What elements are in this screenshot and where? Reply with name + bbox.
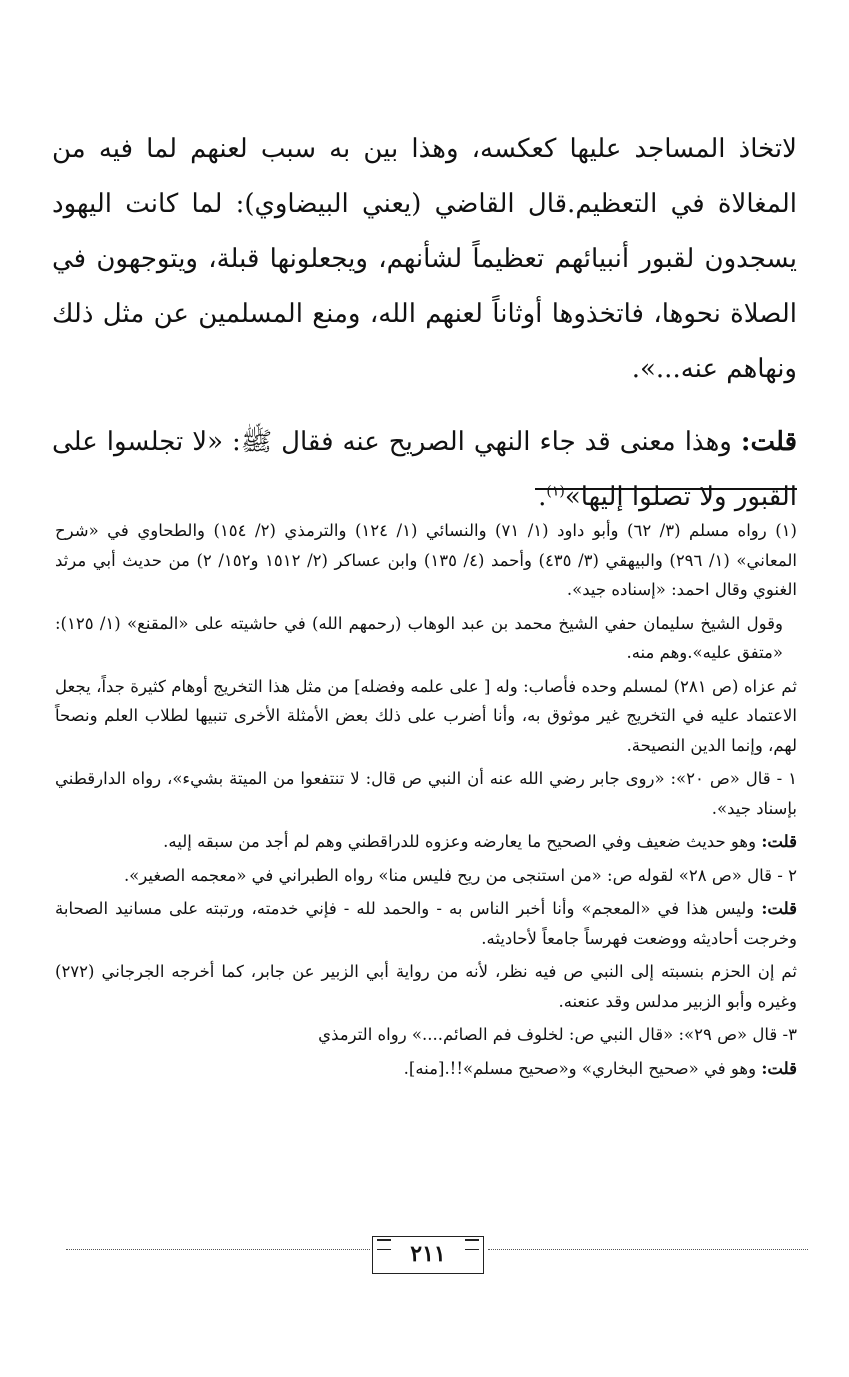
footer-dotted-line: [488, 1249, 808, 1250]
footnote-example-1: ١ - قال «ص ٢٠»: «روى جابر رضي الله عنه أن النبي ص قال: لا تنتفعوا من الميتة بشيء»، رواه الدارقطني بإسناد جيد».: [55, 769, 797, 818]
paragraph-2: [52, 415, 797, 525]
page-number: ٢١١: [410, 1241, 446, 1267]
comment-text: وليس هذا في «المعجم» وأنا أخبر الناس به - والحمد لله - فإني خدمته، ورتبته على مسانيد الصحابة وخرجت أحاديثه ووضعت فهرساً جامعاً لأحاديثه.: [55, 899, 797, 948]
qultu-label: قلت:: [761, 832, 797, 851]
comment-text: وهو حديث ضعيف وفي الصحيح ما يعارضه وعزوه للدراقطني وهم لم أجد من سبقه إليه.: [163, 832, 757, 851]
ornament-icon: [377, 1239, 391, 1250]
paragraph-1: [52, 122, 797, 397]
footnote-comment: [55, 894, 797, 953]
footnotes: [55, 516, 797, 1087]
footnote-1: (١) رواه مسلم (٣/ ٦٢) وأبو داود (١/ ٧١) والنسائي (١/ ١٢٤) والترمذي (٢/ ١٥٤) والطحاوي في «شرح المعاني» (١/ ٢٩٦) والبيهقي (٣/ ٤٣٥) وأحمد (٤/ ١٣٥) وابن عساكر (٢/ ١٥١٢ و١٥٢/ ٢) من حديث أبي مرثد الغنوي وقال احمد: «إسناده جيد».: [55, 521, 798, 599]
line: التعظيم.قال القاضي (يعني البيضاوي): لما كانت اليهود يسجدون لقبور أنبيائهم: [52, 189, 797, 274]
footnote-note: وقول الشيخ سليمان حفي الشيخ محمد بن عبد الوهاب (رحمهم الله) في حاشيته على «المقنع» (١/ ١٢٥): «متفق عليه».وهم منه.: [55, 613, 783, 662]
main-text: [52, 122, 797, 525]
footnote-separator: [535, 488, 797, 490]
comment-text: وهو في «صحيح البخاري» و«صحيح مسلم»!!.[منه].: [403, 1058, 757, 1078]
line: لاتخاذ المساجد عليها كعكسه، وهذا بين به سبب لعنهم لما فيه من المغالاة في: [52, 134, 797, 219]
footnote-example-3: ٣- قال «ص ٢٩»: «قال النبي ص: لخلوف فم الصائم....» رواه الترمذي: [318, 1025, 797, 1044]
qultu-label: قلت:: [761, 899, 797, 918]
footnote-note: ثم عزاه (ص ٢٨١) لمسلم وحده فأصاب: وله [ على علمه وفضله] من مثل هذا التخريج أوهام كثيرة جداً، يجعل الاعتماد عليه في التخريج غير موثوق به، وأنا أضرب على ذلك بعض الأمثلة الأخرى تنبيها لطلاب العلم ونصحاً لهم، وإنما الدين النصيحة.: [55, 676, 798, 755]
page-number-box: [372, 1236, 484, 1274]
qultu-label: قلت:: [761, 1058, 797, 1078]
line: لعنهم الله، ومنع المسلمين عن مثل ذلك ونهاهم عنه...».: [52, 299, 797, 384]
footnote-note: ثم إن الحزم بنسبته إلى النبي ص فيه نظر، لأنه من رواية أبي الزبير عن جابر، كما أخرجه الجرجاني (٢٧٢) وغيره وأبو الزبير مدلس وقد عنعنه.: [55, 962, 797, 1011]
footnote-example-2: ٢ - قال «ص ٢٨» لقوله ص: «من استنجى من ريح فليس منا» رواه الطبراني في «معجمه الصغير».: [123, 865, 797, 885]
footnote-ref: (١): [546, 483, 565, 500]
ornament-icon: [465, 1239, 479, 1250]
footnote-comment: [55, 827, 797, 857]
footer-dotted-line: [66, 1249, 370, 1250]
hadith-text: وهذا معنى قد جاء النهي الصريح عنه فقال ﷺ: «لا تجلسوا على القبور ولا تصلوا إليها»: [52, 427, 797, 512]
footnote-comment: [55, 1054, 797, 1084]
end-mark: .: [538, 482, 547, 512]
line: تعظيماً لشأنهم، ويجعلونها قبلة، ويتوجهون في الصلاة نحوها، فاتخذوها أوثاناً: [52, 244, 797, 329]
qultu-label: قلت:: [740, 427, 798, 457]
